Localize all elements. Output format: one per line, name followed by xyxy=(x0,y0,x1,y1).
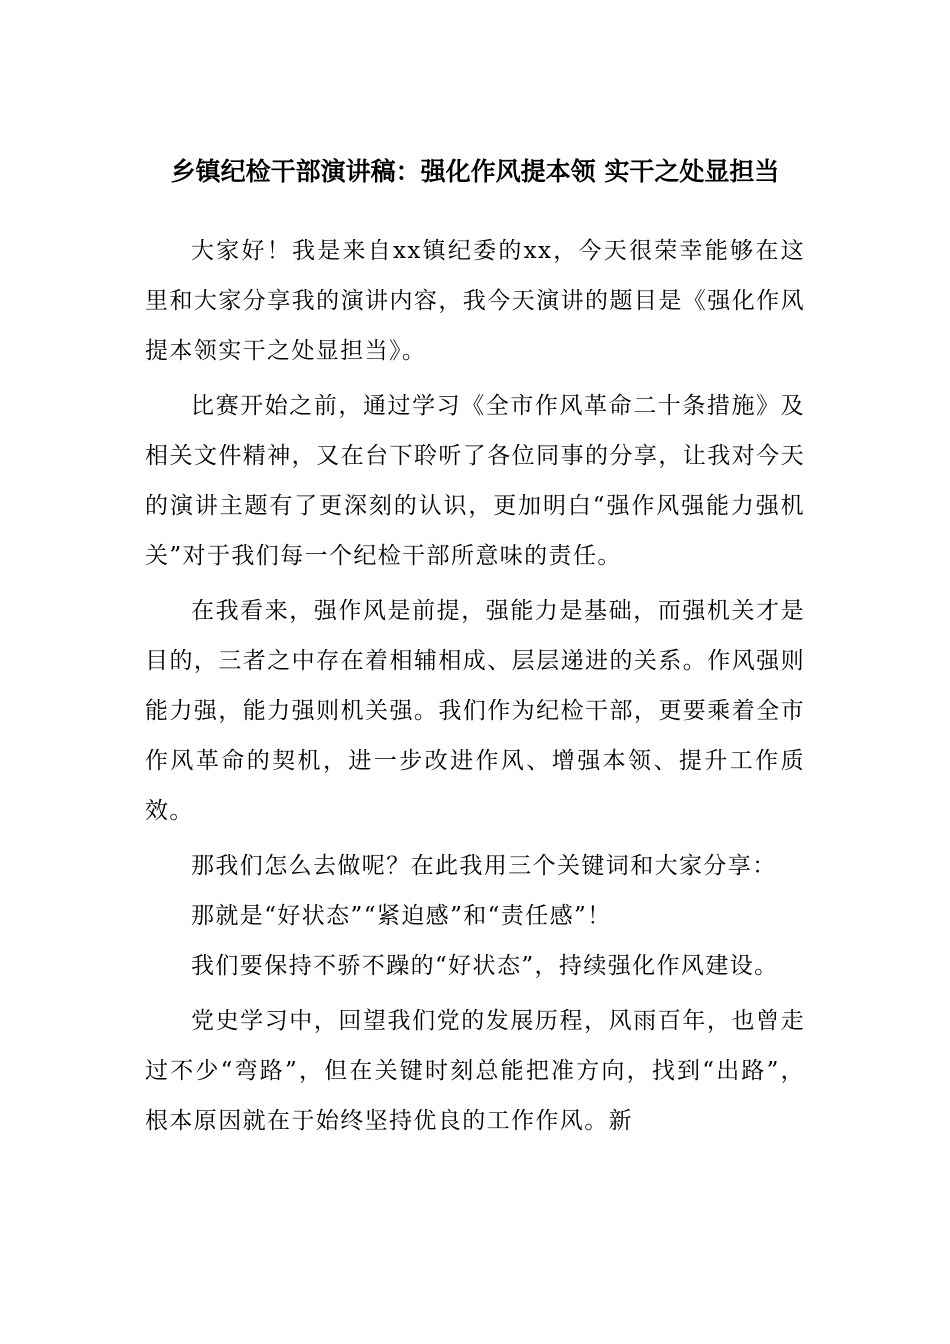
paragraph-party-history: 党史学习中，回望我们党的发展历程，风雨百年，也曾走过不少“弯路”，但在关键时刻总能把准方向，找到“出路”，根本原因就在于始终坚持优良的工作作风。新 xyxy=(145,1008,805,1134)
paragraph-keywords: 那就是“好状态”“紧迫感”和“责任感”！ xyxy=(191,903,612,929)
document-body xyxy=(145,226,805,1151)
paragraph-viewpoint: 在我看来，强作风是前提，强能力是基础，而强机关才是目的，三者之中存在着相辅相成、层层递进的关系。作风强则能力强，能力强则机关强。我们作为纪检干部，更要乘着全市作风革命的契机，进一步改进作风、增强本领、提升工作质效。 xyxy=(145,598,805,824)
paragraph-greeting: 大家好！我是来自xx镇纪委的xx，今天很荣幸能够在这里和大家分享我的演讲内容，我今天演讲的题目是《强化作风提本领实干之处显担当》。 xyxy=(145,238,805,364)
paragraph-how-to: 那我们怎么去做呢？在此我用三个关键词和大家分享： xyxy=(191,853,777,879)
document-title: 乡镇纪检干部演讲稿：强化作风提本领 实干之处显担当 xyxy=(170,157,780,186)
paragraph-good-state: 我们要保持不骄不躁的“好状态”，持续强化作风建设。 xyxy=(191,953,779,979)
paragraph-before-competition: 比赛开始之前，通过学习《全市作风革命二十条措施》及相关文件精神，又在台下聆听了各位同事的分享，让我对今天的演讲主题有了更深刻的认识，更加明白“强作风强能力强机关”对于我们每一个纪检干部所意味的责任。 xyxy=(145,393,805,569)
